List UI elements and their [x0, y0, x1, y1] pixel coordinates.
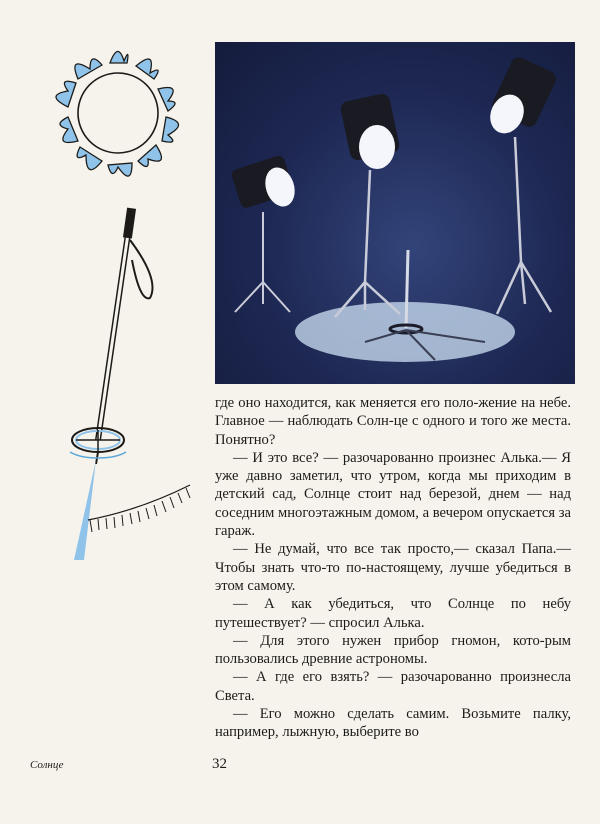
paragraph: — И это все? — разочарованно произнес Алька.— Я уже давно заметил, что утром, когда мы приходим в детский сад, Солнце стоит над березой, днем — над соседним многоэтажным домом, а вечером опускается за гараж. — [215, 449, 571, 540]
ski-pole-icon — [72, 208, 153, 464]
sun-and-ski-pole-drawing — [40, 40, 210, 580]
spotlights-scene — [215, 42, 575, 384]
paragraph: — Для этого нужен прибор гномон, кото-рым пользовались древние астрономы. — [215, 632, 571, 668]
spotlight-left-icon — [230, 154, 299, 312]
paragraph: — Не думай, что все так просто,— сказал Папа.— Чтобы знать что-то по-настоящему, лучше убедиться в этом самому. — [215, 541, 571, 594]
paragraph: — Его можно сделать самим. Возьмите палку, например, лыжную, выберите во — [215, 706, 571, 741]
shadow-scale-icon — [70, 452, 190, 560]
spotlight-middle-icon — [335, 92, 401, 317]
paragraph: — А как убедиться, что Солнце по небу путешествует? — спросил Алька. — [215, 596, 571, 631]
spotlights-gnomon-photo — [215, 42, 575, 384]
paragraph: — А где его взять? — разочарованно произнесла Света. — [215, 669, 571, 704]
page-number: 32 — [212, 756, 227, 772]
paragraph: где оно находится, как меняется его поло-жение на небе. Главное — наблюдать Солн-це с одного и того же места. Понятно? — [215, 395, 571, 448]
sun-icon — [56, 51, 179, 176]
body-text — [215, 394, 571, 742]
sun-and-ski-pole-illustration — [40, 40, 210, 580]
footer-section-title: Солнце — [30, 759, 64, 771]
spotlight-right-icon — [484, 55, 558, 314]
